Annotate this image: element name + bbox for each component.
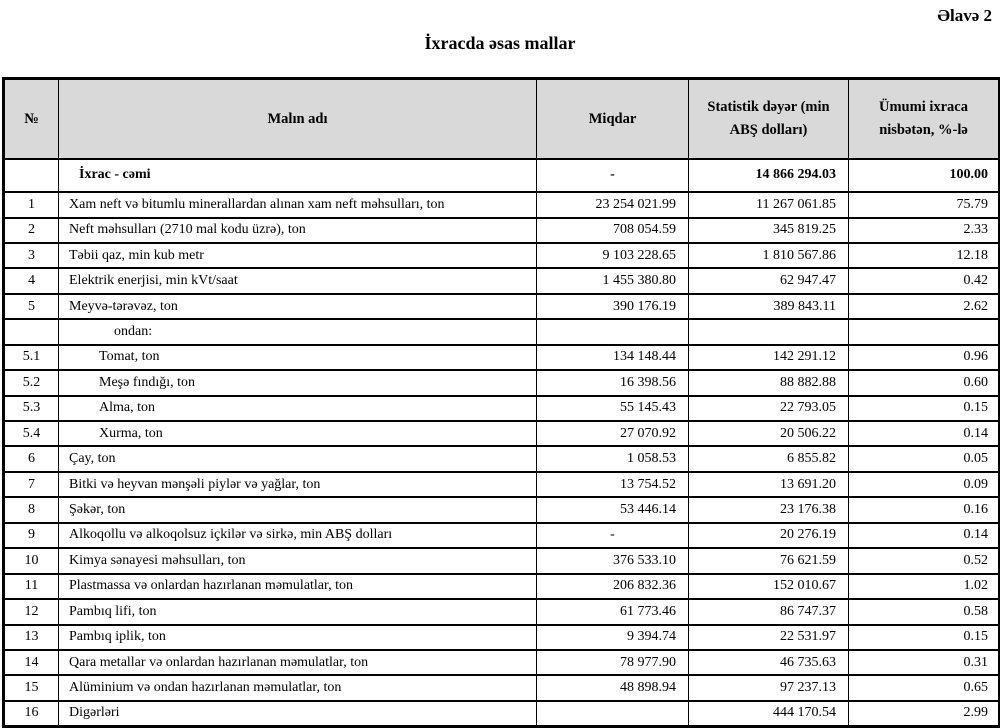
table-row xyxy=(4,319,1000,344)
header-row xyxy=(4,79,1000,159)
value-cell: 152 010.67 xyxy=(689,574,849,599)
item-name-cell: Çay, ton xyxy=(59,446,537,471)
value-cell: 389 843.11 xyxy=(689,294,849,319)
header-cell-item-name: Malın adı xyxy=(59,79,537,159)
item-name-cell: Alma, ton xyxy=(59,396,537,421)
header-cell-number: № xyxy=(4,79,59,159)
table-row xyxy=(4,446,1000,471)
annex-label: Əlavə 2 xyxy=(937,6,992,25)
quantity-cell: 9 103 228.65 xyxy=(537,243,689,268)
table-row xyxy=(4,268,1000,293)
table-row xyxy=(4,294,1000,319)
percent-cell: 0.15 xyxy=(849,396,1000,421)
row-number-cell: 1 xyxy=(4,192,59,217)
item-name-cell: Xam neft və bitumlu minerallardan alınan xam neft məhsulları, ton xyxy=(59,192,537,217)
percent-cell: 100.00 xyxy=(849,159,1000,193)
row-number-cell: 16 xyxy=(4,701,59,727)
item-name-cell: Digərləri xyxy=(59,701,537,727)
row-number-cell xyxy=(4,319,59,344)
row-number-cell: 5.2 xyxy=(4,370,59,395)
percent-cell: 0.42 xyxy=(849,268,1000,293)
row-number-cell: 6 xyxy=(4,446,59,471)
value-cell: 20 506.22 xyxy=(689,421,849,446)
table-row xyxy=(4,701,1000,727)
value-cell: 20 276.19 xyxy=(689,523,849,548)
item-name-cell: Neft məhsulları (2710 mal kodu üzrə), ton xyxy=(59,218,537,243)
quantity-cell: 61 773.46 xyxy=(537,599,689,624)
percent-cell: 2.62 xyxy=(849,294,1000,319)
percent-cell: 2.33 xyxy=(849,218,1000,243)
row-number-cell xyxy=(4,159,59,193)
value-cell xyxy=(689,319,849,344)
percent-cell: 0.05 xyxy=(849,446,1000,471)
row-number-cell: 8 xyxy=(4,497,59,522)
row-number-cell: 14 xyxy=(4,650,59,675)
quantity-cell: 1 455 380.80 xyxy=(537,268,689,293)
value-cell: 142 291.12 xyxy=(689,345,849,370)
percent-cell: 12.18 xyxy=(849,243,1000,268)
table-header xyxy=(4,79,1000,159)
value-cell: 11 267 061.85 xyxy=(689,192,849,217)
table-row xyxy=(4,345,1000,370)
item-name-cell: Xurma, ton xyxy=(59,421,537,446)
quantity-cell xyxy=(537,701,689,727)
table-row xyxy=(4,218,1000,243)
item-name-cell: Elektrik enerjisi, min kVt/saat xyxy=(59,268,537,293)
value-cell: 444 170.54 xyxy=(689,701,849,727)
row-number-cell: 13 xyxy=(4,625,59,650)
quantity-cell: 1 058.53 xyxy=(537,446,689,471)
quantity-cell: - xyxy=(537,159,689,193)
item-name-cell: Alkoqollu və alkoqolsuz içkilər və sirkə, min ABŞ dolları xyxy=(59,523,537,548)
document-title: İxracda əsas mallar xyxy=(424,33,576,53)
percent-cell: 0.14 xyxy=(849,523,1000,548)
table-body xyxy=(4,159,1000,727)
percent-cell: 0.09 xyxy=(849,472,1000,497)
item-name-cell: Meyvə-tərəvəz, ton xyxy=(59,294,537,319)
value-cell: 86 747.37 xyxy=(689,599,849,624)
table-row xyxy=(4,472,1000,497)
percent-cell: 0.15 xyxy=(849,625,1000,650)
table-row xyxy=(4,192,1000,217)
table-row xyxy=(4,497,1000,522)
row-number-cell: 9 xyxy=(4,523,59,548)
row-number-cell: 3 xyxy=(4,243,59,268)
table-row xyxy=(4,396,1000,421)
percent-cell: 0.65 xyxy=(849,675,1000,700)
quantity-cell: 376 533.10 xyxy=(537,548,689,573)
value-cell: 13 691.20 xyxy=(689,472,849,497)
row-number-cell: 5 xyxy=(4,294,59,319)
row-number-cell: 5.4 xyxy=(4,421,59,446)
item-name-cell: Alüminium və ondan hazırlanan məmulatlar, ton xyxy=(59,675,537,700)
value-cell: 88 882.88 xyxy=(689,370,849,395)
quantity-cell: 16 398.56 xyxy=(537,370,689,395)
row-number-cell: 5.3 xyxy=(4,396,59,421)
value-cell: 23 176.38 xyxy=(689,497,849,522)
value-cell: 1 810 567.86 xyxy=(689,243,849,268)
table-row xyxy=(4,548,1000,573)
row-number-cell: 12 xyxy=(4,599,59,624)
value-cell: 345 819.25 xyxy=(689,218,849,243)
percent-cell xyxy=(849,319,1000,344)
row-number-cell: 4 xyxy=(4,268,59,293)
item-name-cell: Şəkər, ton xyxy=(59,497,537,522)
table-row xyxy=(4,599,1000,624)
export-table-container xyxy=(2,77,998,728)
quantity-cell xyxy=(537,319,689,344)
quantity-cell: 134 148.44 xyxy=(537,345,689,370)
value-cell: 6 855.82 xyxy=(689,446,849,471)
item-name-cell: Tomat, ton xyxy=(59,345,537,370)
percent-cell: 2.99 xyxy=(849,701,1000,727)
row-number-cell: 11 xyxy=(4,574,59,599)
item-name-cell: Qara metallar və onlardan hazırlanan məmulatlar, ton xyxy=(59,650,537,675)
quantity-cell: 55 145.43 xyxy=(537,396,689,421)
value-cell: 22 793.05 xyxy=(689,396,849,421)
quantity-cell: 78 977.90 xyxy=(537,650,689,675)
percent-cell: 75.79 xyxy=(849,192,1000,217)
percent-cell: 0.16 xyxy=(849,497,1000,522)
header-cell-quantity: Miqdar xyxy=(537,79,689,159)
percent-cell: 0.96 xyxy=(849,345,1000,370)
quantity-cell: 27 070.92 xyxy=(537,421,689,446)
row-number-cell: 5.1 xyxy=(4,345,59,370)
row-number-cell: 7 xyxy=(4,472,59,497)
table-row xyxy=(4,370,1000,395)
quantity-cell: 9 394.74 xyxy=(537,625,689,650)
table-row xyxy=(4,650,1000,675)
percent-cell: 1.02 xyxy=(849,574,1000,599)
table-row xyxy=(4,159,1000,193)
value-cell: 22 531.97 xyxy=(689,625,849,650)
quantity-cell: 48 898.94 xyxy=(537,675,689,700)
quantity-cell: 53 446.14 xyxy=(537,497,689,522)
percent-cell: 0.52 xyxy=(849,548,1000,573)
row-number-cell: 15 xyxy=(4,675,59,700)
item-name-cell: Bitki və heyvan mənşəli piylər və yağlar, ton xyxy=(59,472,537,497)
quantity-cell: 13 754.52 xyxy=(537,472,689,497)
percent-cell: 0.31 xyxy=(849,650,1000,675)
header-cell-statistic-value: Statistik dəyər (min ABŞ dolları) xyxy=(689,79,849,159)
item-name-cell: Plastmassa və onlardan hazırlanan məmulatlar, ton xyxy=(59,574,537,599)
table-row xyxy=(4,574,1000,599)
item-name-cell: Pambıq lifi, ton xyxy=(59,599,537,624)
value-cell: 62 947.47 xyxy=(689,268,849,293)
quantity-cell: 23 254 021.99 xyxy=(537,192,689,217)
item-name-cell: İxrac - cəmi xyxy=(59,159,537,193)
percent-cell: 0.58 xyxy=(849,599,1000,624)
value-cell: 14 866 294.03 xyxy=(689,159,849,193)
item-name-cell: ondan: xyxy=(59,319,537,344)
table-row xyxy=(4,243,1000,268)
export-goods-table xyxy=(2,77,1000,728)
quantity-cell: 708 054.59 xyxy=(537,218,689,243)
percent-cell: 0.14 xyxy=(849,421,1000,446)
percent-cell: 0.60 xyxy=(849,370,1000,395)
table-row xyxy=(4,523,1000,548)
item-name-cell: Pambıq iplik, ton xyxy=(59,625,537,650)
table-row xyxy=(4,675,1000,700)
row-number-cell: 2 xyxy=(4,218,59,243)
item-name-cell: Kimya sənayesi məhsulları, ton xyxy=(59,548,537,573)
table-row xyxy=(4,421,1000,446)
item-name-cell: Təbii qaz, min kub metr xyxy=(59,243,537,268)
table-row xyxy=(4,625,1000,650)
header-cell-percent: Ümumi ixraca nisbətən, %-lə xyxy=(849,79,1000,159)
value-cell: 97 237.13 xyxy=(689,675,849,700)
value-cell: 46 735.63 xyxy=(689,650,849,675)
item-name-cell: Meşə fındığı, ton xyxy=(59,370,537,395)
quantity-cell: 206 832.36 xyxy=(537,574,689,599)
row-number-cell: 10 xyxy=(4,548,59,573)
quantity-cell: 390 176.19 xyxy=(537,294,689,319)
quantity-cell: - xyxy=(537,523,689,548)
value-cell: 76 621.59 xyxy=(689,548,849,573)
